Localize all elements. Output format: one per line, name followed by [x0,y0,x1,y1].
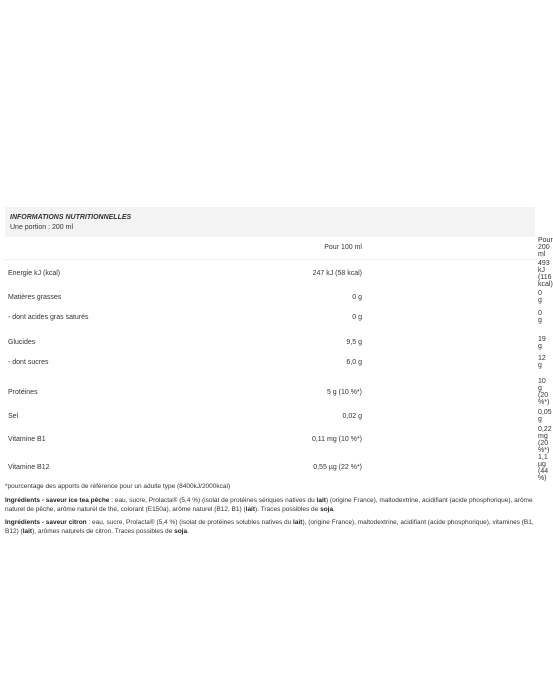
allergen-milk: lait [316,496,326,504]
table-row: - dont sucres 6,0 g 12 g [5,353,538,373]
value-per100: 247 kJ (58 kcal) [312,270,362,277]
ingredients-text: : eau, sucre, Prolacta® (5,4 %) (isolat de protéines solubles natives du [86,518,294,526]
value-per100: 0 g [352,293,362,301]
table-row: Sel 0,02 g 0,05 g [5,406,538,426]
ingredients-text: ), arômes naturels de citron. Traces possibles de [32,527,175,535]
nutrient-label: Glucides [8,339,36,347]
value-per100: 0,11 mg (10 %*) [311,436,362,444]
table-row: Vitamine B12 0,55 µg (22 %*) 1,1 µg (44 %) [5,454,538,482]
table-row: Protéines 5 g (10 %*) 10 g (20 %*) [5,378,538,406]
reference-footnote: *pourcentage des apports de référence pour un adulte type (8400kJ/2000kcal) [5,482,231,490]
table-row: Vitamine B1 0,11 mg (10 %*) 0,22 mg (20 %*) [5,426,538,454]
ingredients-citron [5,518,535,536]
value-per100: 6,0 g [346,358,362,366]
ingredients-text: . [333,505,335,513]
allergen-milk: lait [22,527,33,535]
table-row: Matières grasses 0 g 0 g [5,288,538,308]
column-header-label [5,237,185,259]
table-row: - dont acides gras saturés 0 g 0 g [5,307,538,327]
value-per100: 0 g [352,313,362,321]
nutrition-title: INFORMATIONS NUTRITIONNELLES [10,214,132,221]
nutrition-header [5,207,535,237]
ingredients-heading: Ingrédients - saveur ice tea pêche [5,496,110,504]
nutrient-label: Vitamine B1 [8,436,46,444]
nutrient-label: Matières grasses [8,293,62,301]
ingredients-text: . [187,527,189,535]
value-per100: 0,55 µg (22 %*) [313,464,362,472]
portion-size: Une portion : 200 ml [10,224,74,231]
ingredients-text: : eau, sucre, Prolacta® (5,4 %) (isolat de protéines sériques natives du [109,496,317,504]
value-per100: 9,5 g [346,339,362,347]
nutrient-label: Vitamine B12 [8,464,50,472]
nutrient-label: Sel [8,412,19,420]
allergen-milk: lait [245,505,256,513]
nutrition-table [5,237,553,482]
nutrient-label: Energie kJ (kcal) [8,270,61,277]
column-header-per100: Pour 100 ml [324,244,362,252]
ingredients-text: ), (origine France), maltodextrine, acidifiant (acide phosphorique), vitamines (B1, B12) ( [5,518,534,535]
nutrient-label: - dont sucres [8,358,49,366]
nutrient-label: Protéines [8,388,38,396]
ingredients-heading: Ingrédients - saveur citron [5,518,87,526]
ingredients-text: ) (origine France), maltodextrine, acidifiant (acide phosphorique), arôme naturel de pêche, arôme naturel de thé, colorant (E150a), arôme naturel (B12, B1) ( [5,496,533,513]
nutrition-panel [5,207,553,536]
allergen-soy: soja [174,527,188,535]
allergen-soy: soja [320,505,334,513]
allergen-milk: lait [293,518,303,526]
nutrition-table-header: Pour 100 ml Pour 200 ml [5,237,538,259]
value-per100: 5 g (10 %*) [326,388,362,396]
ingredients-peche [5,496,535,514]
nutrient-label: - dont acides gras saturés [8,313,89,321]
value-per100: 0,02 g [342,412,362,420]
ingredients-text: ). Traces possibles de [255,505,321,513]
table-row: Glucides 9,5 g 19 g [5,333,538,353]
table-row: Energie kJ (kcal) 247 kJ (58 kcal) 493 kJ (116 kcal) [5,259,538,288]
